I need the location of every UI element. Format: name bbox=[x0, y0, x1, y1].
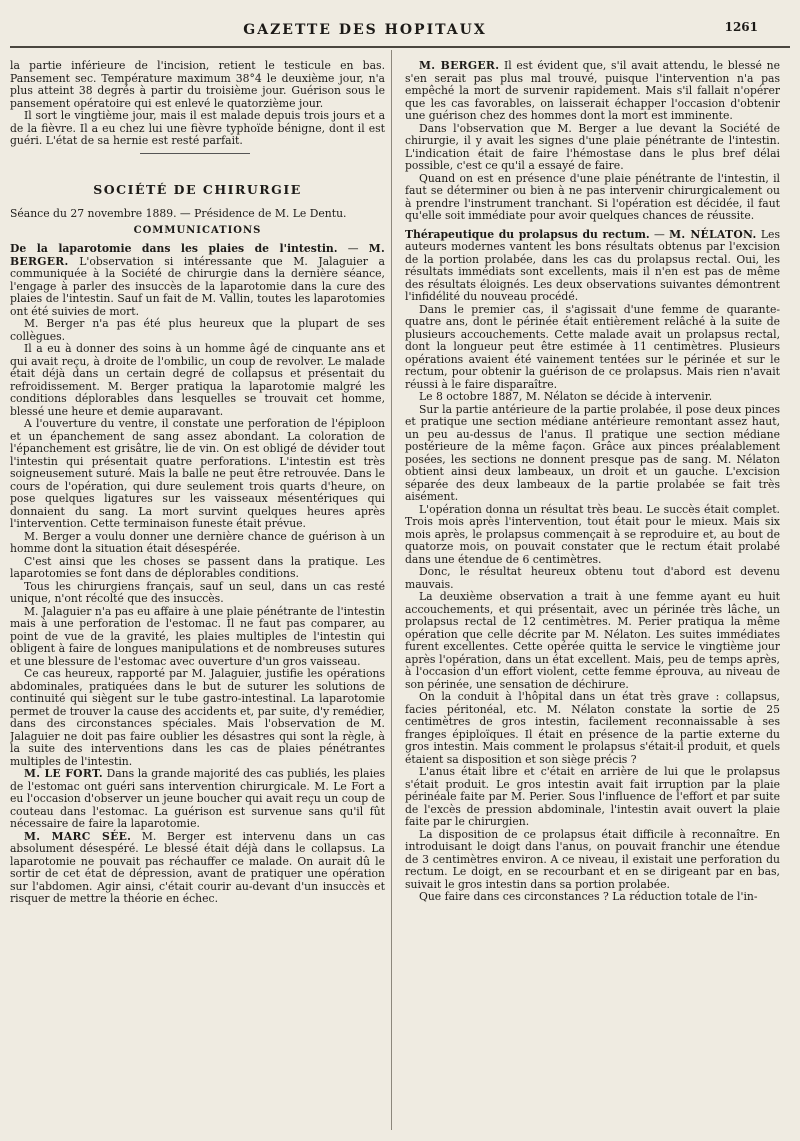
left-column bbox=[10, 60, 385, 1135]
paragraph: M. Berger n'a pas été plus heureux que la plupart de ses collègues. bbox=[10, 317, 385, 343]
speaker-text: Dans la grande majorité des cas publiés, les plaies de l'estomac ont guéri sans intervention chirurgicale. M. Le Fort a eu l'occasion d'observer un jeune boucher qui avait reçu un coup de couteau dans l'estomac. La guérison est survenue sans qu'il fût nécessaire de faire la laparotomie. bbox=[10, 767, 385, 830]
article-title: De la laparotomie dans les plaies de l'intestin. bbox=[10, 242, 338, 255]
paragraph: L'opération donna un résultat très beau. Le succès était complet. Trois mois après l'intervention, tout était pour le mieux. Mais six mois après, le prolapsus commençait à se reproduire et, au bout de quatorze mois, on pouvait constater que le rectum était prolabé dans une étendue de 6 centimètres. bbox=[405, 502, 780, 566]
page-number: 1261 bbox=[724, 20, 758, 34]
column-separator bbox=[391, 50, 392, 1130]
speaker-paragraph bbox=[405, 60, 780, 123]
paragraph: Le 8 octobre 1887, M. Nélaton se décide à intervenir. bbox=[419, 390, 713, 403]
journal-title: GAZETTE DES HOPITAUX bbox=[243, 22, 487, 38]
speaker-paragraph bbox=[10, 831, 385, 906]
article-author: M. BERGER. bbox=[10, 242, 385, 268]
header-rule bbox=[10, 46, 790, 48]
communications-heading: COMMUNICATIONS bbox=[133, 224, 262, 236]
meeting-line: Séance du 27 novembre 1889. — Présidence de M. Le Dentu. bbox=[10, 207, 347, 220]
paragraph: Tous les chirurgiens français, sauf un seul, dans un cas resté unique, n'ont récolté que des insuccès. bbox=[10, 579, 385, 605]
paragraph: On la conduit à l'hôpital dans un état très grave : collapsus, facies péritonéal, etc. M. Nélaton constate la sortie de 25 centimètres de gros intestin, facilement reconnaissable à ses franges épiploïques. Il était en présence de la partie externe du gros intestin. Mais comment le prolapsus s'était-il produit, et quels étaient sa disposition et son siège précis ? bbox=[405, 690, 780, 766]
article-author: M. NÉLATON. bbox=[669, 227, 757, 241]
paragraph: Ce cas heureux, rapporté par M. Jalaguier, justifie les opérations abdominales, pratiquées dans le but de suturer les solutions de continuité qui siègent sur le tube gastro-intestinal. La laparotomie permet de trouver la cause des accidents et, par suite, d'y remédier, dans des circonstances spéciales. Mais l'observation de M. Jalaguier ne doit pas faire oublier les désastres qui sont la règle, à la suite des interventions dans les cas de plaies pénétrantes multiples de l'intestin. bbox=[10, 667, 385, 768]
speaker-paragraph bbox=[10, 768, 385, 831]
paragraph: La deuxième observation a trait à une femme ayant eu huit accouchements, et qui présentait, avec un périnée très lâche, un prolapsus rectal de 12 centimètres. M. Perier pratiqua la même opération que celle décrite par M. Nélaton. Les suites immédiates furent excellentes. Cette opérée quitta le service le vingtième jour après l'opération, dans un état excellent. Mais, peu de temps après, à l'occasion d'un effort violent, cette femme éprouva, au niveau de son périnée, une sensation de déchirure. bbox=[405, 590, 780, 691]
article-heading: Thérapeutique du prolapsus du rectum. — M. NÉLATON. Les auteurs modernes vantent les bons résultats obtenus par l'excision de la portion prolabée, dans les cas du prolapsus rectal. Oui, les résultats immédiats sont excellents, mais il n'en est pas de même des résultats éloignés. Les deux observations suivantes démontrent l'infidélité du nouveau procédé. bbox=[405, 227, 780, 303]
paragraph: M. Jalaguier n'a pas eu affaire à une plaie pénétrante de l'intestin mais à une perforation de l'estomac. Il ne faut pas comparer, au point de vue de la gravité, les plaies multiples de l'intestin qui obligent à faire de longues manipulations et de nombreuses sutures et une blessure de l'estomac avec ouverture d'un gros vaisseau. bbox=[10, 604, 385, 668]
article-heading: De la laparotomie dans les plaies de l'intestin. — M. BERGER. L'observation si intéressante que M. Jalaguier a communiquée à la Société de chirurgie dans la dernière séance, l'engage à parler des insuccès de la laparotomie dans la cure des plaies de l'intestin. Sauf un fait de M. Vallin, toutes les laparotomies ont été suivies de mort. bbox=[10, 242, 385, 318]
speaker-text: M. Berger est intervenu dans un cas absolument désespéré. Le blessé était déjà dans le collapsus. La laparotomie ne pouvait pas réchauffer ce malade. On aurait dû le sortir de cet état de dépression, avant de pratiquer une opération sur l'abdomen. Agir ainsi, c'était courir au-devant d'un insuccès et risquer de mettre la théorie en échec. bbox=[10, 829, 385, 905]
paragraph: A l'ouverture du ventre, il constate une perforation de l'épiploon et un épanchement de sang assez abondant. La coloration de l'épanchement est grisâtre, lie de vin. On est obligé de dévider tout l'intestin qui présentait quatre perforations. L'intestin est très soigneusement suturé. Mais la balle ne peut être retrouvée. Dans le cours de l'opération, qui dure seulement trois quarts d'heure, on pose quelques ligatures sur les vaisseaux mésentériques qui donnaient du sang. La mort survint quelques heures après l'intervention. Cette terminaison funeste était prévue. bbox=[10, 417, 385, 530]
paragraph: Quand on est en présence d'une plaie pénétrante de l'intestin, il faut se déterminer ou bien à ne pas intervenir chirurgicalement ou à prendre l'instrument tranchant. Si l'opération est décidée, il faut qu'elle soit immédiate pour avoir quelques chances de réussite. bbox=[405, 171, 780, 222]
paragraph: M. Berger a voulu donner une dernière chance de guérison à un homme dont la situation était désespérée. bbox=[10, 529, 385, 555]
speaker-name: M. LE FORT. bbox=[24, 767, 103, 780]
paragraph: La disposition de ce prolapsus était difficile à reconnaître. En introduisant le doigt dans l'anus, on pouvait franchir une étendue de 3 centimètres environ. A ce niveau, il existait une perforation du rectum. Le doigt, en se recourbant et en se dirigeant par en bas, suivait le gros intestin dans sa portion prolabée. bbox=[405, 827, 780, 891]
paragraph: Dans le premier cas, il s'agissait d'une femme de quarante-quatre ans, dont le périnée était entièrement relâché à la suite de plusieurs accouchements. Cette malade avait un prolapsus rectal, dont la longueur peut être estimée à 11 centimètres. Plusieurs opérations avaient été vainement tentées sur le périnée et sur le rectum, pour obtenir la guérison de ce prolapsus. Mais rien n'avait réussi à le faire disparaître. bbox=[405, 302, 780, 391]
paragraph: Dans l'observation que M. Berger a lue devant la Société de chirurgie, il y avait les signes d'une plaie pénétrante de l'intestin. L'indication était de faire l'hémostase dans le plus bref délai possible, c'est ce qu'il a essayé de faire. bbox=[405, 121, 780, 172]
intro-paragraph: la partie inférieure de l'incision, retient le testicule en bas. Pansement sec. Température maximum 38°4 le deuxième jour, n'a plus atteint 38 degrés à partir du troisième jour. Guérison sous le pansement opératoire qui est enlevé le quatorzième jour. bbox=[10, 60, 385, 110]
paragraph: Il a eu à donner des soins à un homme âgé de cinquante ans et qui avait reçu, à droite de l'ombilic, un coup de revolver. Le malade était déjà dans un certain degré de collapsus et présentait du refroidissement. M. Berger pratiqua la laparotomie malgré les conditions déplorables dans lesquelles se trouvait cet homme, blessé une heure et demie auparavant. bbox=[10, 342, 385, 418]
speaker-name: M. BERGER. bbox=[419, 60, 500, 72]
right-column bbox=[405, 60, 780, 1135]
article-text: Les auteurs modernes vantent les bons résultats obtenus par l'excision de la portion prolabée, dans les cas du prolapsus rectal. Oui, les résultats immédiats sont excellents, mais il n'en est pas de même des résultats éloignés. Les deux observations suivantes démontrent l'infidélité du nouveau procédé. bbox=[405, 227, 780, 303]
paragraph: L'anus était libre et c'était en arrière de lui que le prolapsus s'était produit. Le gros intestin avait fait irruption par la plaie périnéale faite par M. Perier. Sous l'influence de l'effort et par suite de l'excès de pression abdominale, l'intestin avait ouvert la plaie faite par le chirurgien. bbox=[405, 765, 780, 828]
speaker-text: Il est évident que, s'il avait attendu, le blessé ne s'en serait pas plus mal trouvé, puisque l'intervention n'a pas empêché la mort de survenir rapidement. Mais s'il fallait n'opérer que les cas favorables, on laisserait échapper l'occasion d'obtenir une guérison chez des hommes dont la mort est imminente. bbox=[405, 60, 780, 122]
article-title: Thérapeutique du prolapsus du rectum. bbox=[405, 227, 650, 241]
paragraph: Que faire dans ces circonstances ? La réduction totale de l'in- bbox=[419, 890, 758, 903]
speaker-name: M. MARC SÉE. bbox=[24, 829, 132, 843]
paragraph: Donc, le résultat heureux obtenu tout d'abord est devenu mauvais. bbox=[405, 565, 780, 591]
paragraph: Sur la partie antérieure de la partie prolabée, il pose deux pinces et pratique une section médiane antérieure remontant assez haut, un peu au-dessus de l'anus. Il pratique une section médiane postérieure de la même façon. Grâce aux pinces préalablement posées, les sections ne donnent presque pas de sang. M. Nélaton obtient ainsi deux lambeaux, un droit et un gauche. L'excision séparée des deux lambeaux de la partie prolabée se fait très aisément. bbox=[405, 402, 780, 503]
article-text: L'observation si intéressante que M. Jalaguier a communiquée à la Société de chirurgie dans la dernière séance, l'engage à parler des insuccès de la laparotomie dans la cure des plaies de l'intestin. Sauf un fait de M. Vallin, toutes les laparotomies ont été suivies de mort. bbox=[10, 254, 385, 318]
page-header bbox=[0, 12, 800, 42]
intro-paragraph: Il sort le vingtième jour, mais il est malade depuis trois jours et a de la fièvre. Il a eu chez lui une fièvre typhoïde bénigne, dont il est guéri. L'état de sa hernie est resté parfait. bbox=[10, 109, 385, 147]
section-title: SOCIÉTÉ DE CHIRURGIE bbox=[93, 181, 302, 197]
paragraph: C'est ainsi que les choses se passent dans la pratique. Les laparotomies se font dans de déplorables conditions. bbox=[10, 554, 385, 580]
section-divider bbox=[10, 148, 385, 158]
